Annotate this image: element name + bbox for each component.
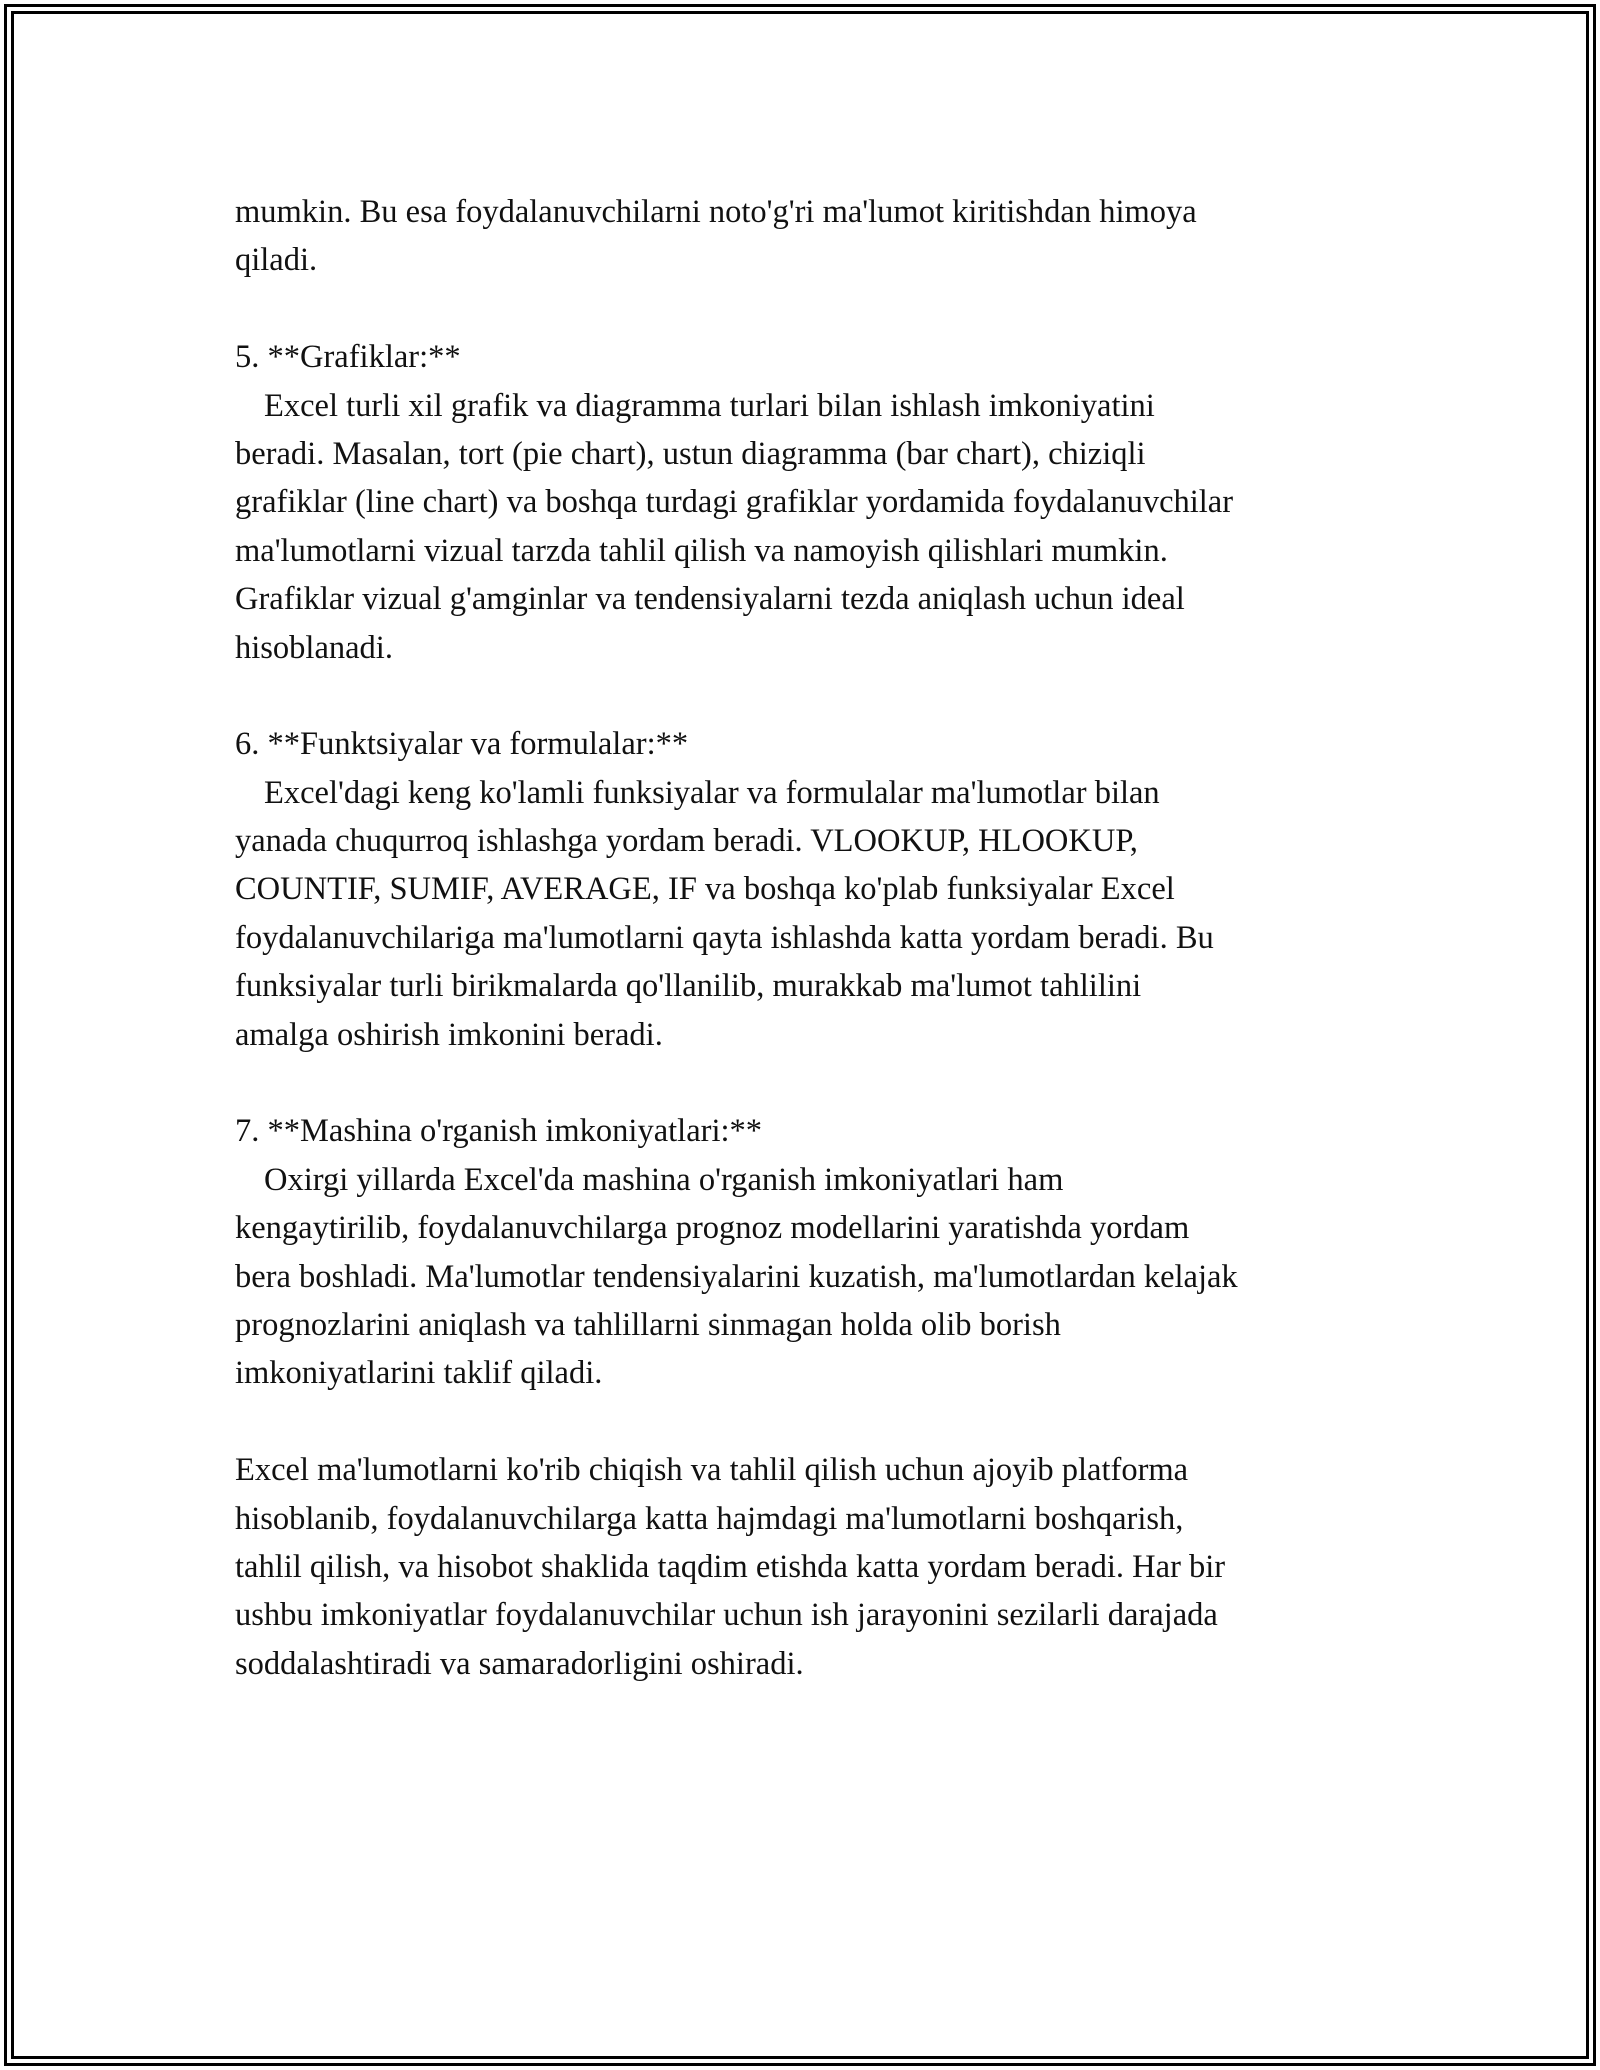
text-line: beradi. Masalan, tort (pie chart), ustun diagramma (bar chart), chiziqli (235, 435, 1146, 472)
text-line: yanada chuqurroq ishlashga yordam beradi. VLOOKUP, HLOOKUP, (235, 823, 1138, 860)
text-line: soddalashtiradi va samaradorligini oshiradi. (235, 1645, 804, 1682)
text-line: prognozlarini aniqlash va tahlillarni sinmagan holda olib borish (235, 1306, 1061, 1343)
paragraph-gap (235, 285, 1375, 333)
text-line: imkoniyatlarini taklif qiladi. (235, 1355, 603, 1392)
text-line: mumkin. Bu esa foydalanuvchilarni noto'g'ri ma'lumot kiritishdan himoya (235, 194, 1197, 230)
text-line: Oxirgi yillarda Excel'da mashina o'rganish imkoniyatlari ham (264, 1161, 1064, 1198)
text-line: Grafiklar vizual g'amginlar va tendensiyalarni tezda aniqlash uchun ideal (235, 581, 1185, 618)
text-line: ushbu imkoniyatlar foydalanuvchilar uchun ish jarayonini sezilarli darajada (235, 1597, 1218, 1634)
paragraph-gap (235, 1398, 1375, 1446)
text-line: grafiklar (line chart) va boshqa turdagi grafiklar yordamida foydalanuvchilar (235, 484, 1234, 521)
text-line: hisoblanadi. (235, 629, 393, 666)
text-line: tahlil qilish, va hisobot shaklida taqdim etishda katta yordam beradi. Har bir (235, 1548, 1226, 1585)
text-line: COUNTIF, SUMIF, AVERAGE, IF va boshqa ko'plab funksiyalar Excel (235, 871, 1175, 908)
text-line: bera boshladi. Ma'lumotlar tendensiyalarini kuzatish, ma'lumotlardan kelajak (235, 1258, 1238, 1295)
text-line: funksiyalar turli birikmalarda qo'llanilib, murakkab ma'lumot tahlilini (235, 968, 1142, 1005)
paragraph-gap (235, 1059, 1375, 1107)
section-heading: 5. **Grafiklar:** (235, 339, 461, 376)
text-line: qiladi. (235, 242, 318, 279)
text-line: Excel'dagi keng ko'lamli funksiyalar va formulalar ma'lumotlar bilan (264, 774, 1160, 811)
text-line: amalga oshirish imkonini beradi. (235, 1016, 663, 1053)
text-line: hisoblanib, foydalanuvchilarga katta hajmdagi ma'lumotlarni boshqarish, (235, 1500, 1184, 1537)
section-grafiklar (235, 333, 1375, 672)
text-line: ma'lumotlarni vizual tarzda tahlil qilish va namoyish qilishlari mumkin. (235, 532, 1168, 569)
text-line: Excel ma'lumotlarni ko'rib chiqish va tahlil qilish uchun ajoyib platforma (235, 1452, 1189, 1489)
section-funktsiyalar (235, 720, 1375, 1059)
paragraph-gap (235, 672, 1375, 720)
text-line: foydalanuvchilariga ma'lumotlarni qayta ishlashda katta yordam beradi. Bu (235, 919, 1214, 956)
text-line: Excel turli xil grafik va diagramma turlari bilan ishlash imkoniyatini (264, 387, 1155, 424)
document-body (235, 188, 1375, 1688)
section-heading: 6. **Funktsiyalar va formulalar:** (235, 726, 689, 763)
conclusion-paragraph (235, 1446, 1375, 1688)
section-heading: 7. **Mashina o'rganish imkoniyatlari:** (235, 1113, 762, 1150)
section-mashina-organish (235, 1107, 1375, 1397)
text-line: kengaytirilib, foydalanuvchilarga prognoz modellarini yaratishda yordam (235, 1210, 1190, 1247)
intro-paragraph (235, 188, 1375, 285)
